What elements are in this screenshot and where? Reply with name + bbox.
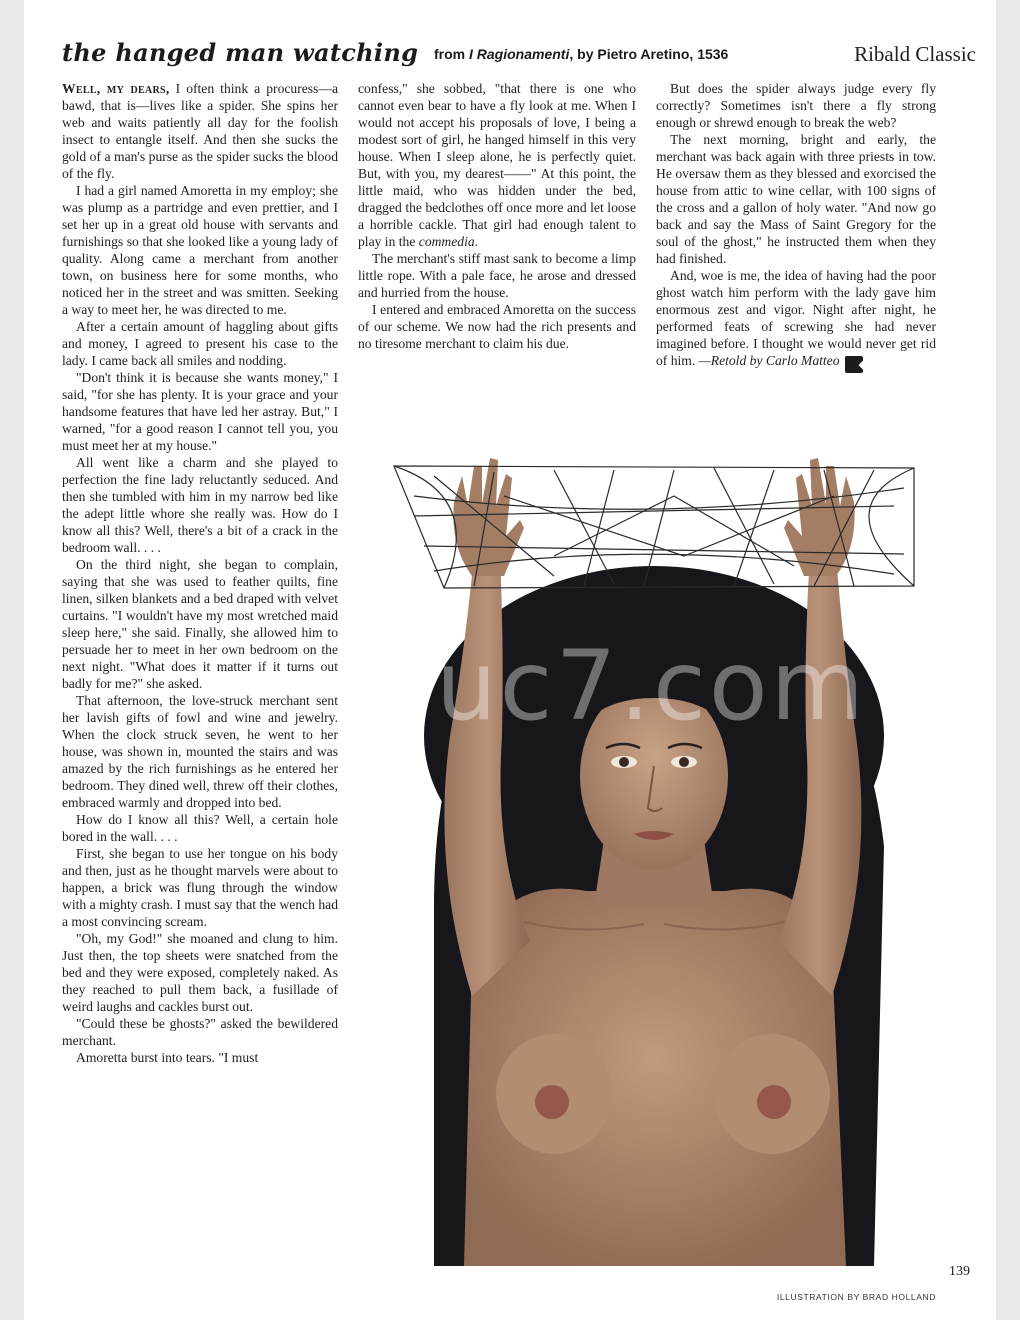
paragraph-text: . [474,234,479,249]
watermark: yuc7.com [376,630,868,742]
paragraph: "Could these be ghosts?" asked the bewildered merchant. [62,1016,338,1048]
paragraph: After a certain amount of haggling about gifts and money, I agreed to present his case to the lady. I came back all smiles and nodding. [62,319,338,368]
page-header [62,38,976,72]
text-column-3 [656,80,936,373]
paragraph-text: I often think a procuress—a bawd, that is—lives like a spider. She spins her web and waits patiently all day for the foolish insect to entangle itself. And then she sucks the gold of a man's purse as the spider sucks the blood of the fly. [62,81,338,181]
paragraph: "Don't think it is because she wants money," I said, "for she has plenty. It is your grace and your handsome features that have led her astray. But," I warned, "for a good reason I cannot tell you, you must meet her at my house." [62,370,338,453]
section-name: Ribald Classic [854,42,976,66]
rabbit-head-icon: ◆ [845,356,863,373]
paragraph: But does the spider always judge every fly correctly? Sometimes isn't there a fly strong enough or shrewd enough to break the web? [656,81,936,130]
paragraph-text: confess," she sobbed, "that there is one who cannot even bear to have a fly look at me. When I would not accept his proposals of love, I being a modest sort of girl, he hanged himself in this very house. When I sleep alone, he is perfectly quiet. But, with you, my dearest——" At this point, the little maid, who was hidden under the bed, dragged the bedclothes off once more and let loose a horrible cackle. That girl had enough talent to play in the [358,81,636,249]
paragraph: First, she began to use her tongue on his body and then, just as he thought marvels were about to happen, a brick was flung through the window with a mighty crash. I must say that the wench had a most convincing scream. [62,846,338,929]
italic-word: commedia [418,234,475,249]
paragraph: On the third night, she began to complain, saying that she was used to feather quilts, fine linen, silken blankets and a bed draped with velvet curtains. "I wouldn't have my most wretched maid sleep here," she said. Finally, she allowed him to persuade her to meet in her own bedroom on the next night. "What does it matter if it turns out badly for me?" she asked. [62,557,338,691]
opening-words: Well, my dears, [62,81,170,96]
paragraph [358,80,636,250]
right-areola [757,1085,791,1119]
text-column-1 [62,80,338,1066]
paragraph [656,267,936,373]
right-hand [784,458,855,576]
paragraph: The next morning, bright and early, the merchant was back again with three priests in tow. He oversaw them as they blessed and exorcised the house from attic to wine cellar, with 100 signs of the cross and a gallon of holy water. "And now go back and say the Mass of Saint Gregory for the soul of the ghost," he instructed them when they had finished. [656,132,936,266]
illustration-woman-holding-web [354,436,954,1274]
text-column-2 [358,80,636,352]
story-title: the hanged man watching [62,38,419,67]
paragraph: How do I know all this? Well, a certain hole bored in the wall. . . . [62,812,338,844]
left-hand [453,458,524,576]
paragraph: The merchant's stiff mast sank to become a limp little rope. With a pale face, he arose and dressed and hurried from the house. [358,251,636,300]
left-iris [619,757,629,767]
source-work: I Ragionamenti [469,46,570,62]
left-areola [535,1085,569,1119]
illustration-credit: ILLUSTRATION BY BRAD HOLLAND [776,1292,936,1302]
author-credit: —Retold by Carlo Matteo [698,353,840,368]
paragraph: "Oh, my God!" she moaned and clung to him. Just then, the top sheets were snatched from the bed and they were exposed, completely naked. As they reached to pull them back, a fusillade of weird laughs and cackles burst out. [62,931,338,1014]
right-iris [679,757,689,767]
paragraph: Amoretta burst into tears. "I must [76,1050,259,1065]
magazine-page [24,0,996,1320]
story-source [434,46,728,62]
illustration-svg [354,436,954,1274]
paragraph: That afternoon, the love-struck merchant sent her lavish gifts of fowl and wine and jewelry. When the clock struck seven, he went to her house, was shown in, mounted the stairs and was amazed by the rich furnishings as he entered her bedroom. They dined well, threw off their clothes, embraced warmly and dropped into bed. [62,693,338,810]
paragraph-text: And, woe is me, the idea of having had the poor ghost watch him perform with the lady gave him enormous zest and vigor. Night after night, he performed feats of screwing she had never imagined before. I thought we would never get rid of him. [656,268,936,368]
paragraph: I entered and embraced Amoretta on the success of our scheme. We now had the rich presents and no tiresome merchant to claim his due. [358,302,636,351]
page-number: 139 [949,1264,970,1279]
source-prefix: from [434,46,469,62]
paragraph: All went like a charm and she played to perfection the fine lady reluctantly seduced. And then she tumbled with him in my narrow bed like the adept little whore she really was. How do I know all this? Well, there's a bit of a crack in the bedroom wall. . . . [62,455,338,555]
paragraph: I had a girl named Amoretta in my employ; she was plump as a partridge and even prettier, and I set her up in a great old house with servants and furnishings so that she looked like a young lady of quality. Along came a merchant from another town, on business here for some months, who noticed her in the street and was smitten. Seeking a way to meet her, he was directed to me. [62,183,338,317]
paragraph [62,80,338,182]
source-suffix: , by Pietro Aretino, 1536 [569,46,729,62]
